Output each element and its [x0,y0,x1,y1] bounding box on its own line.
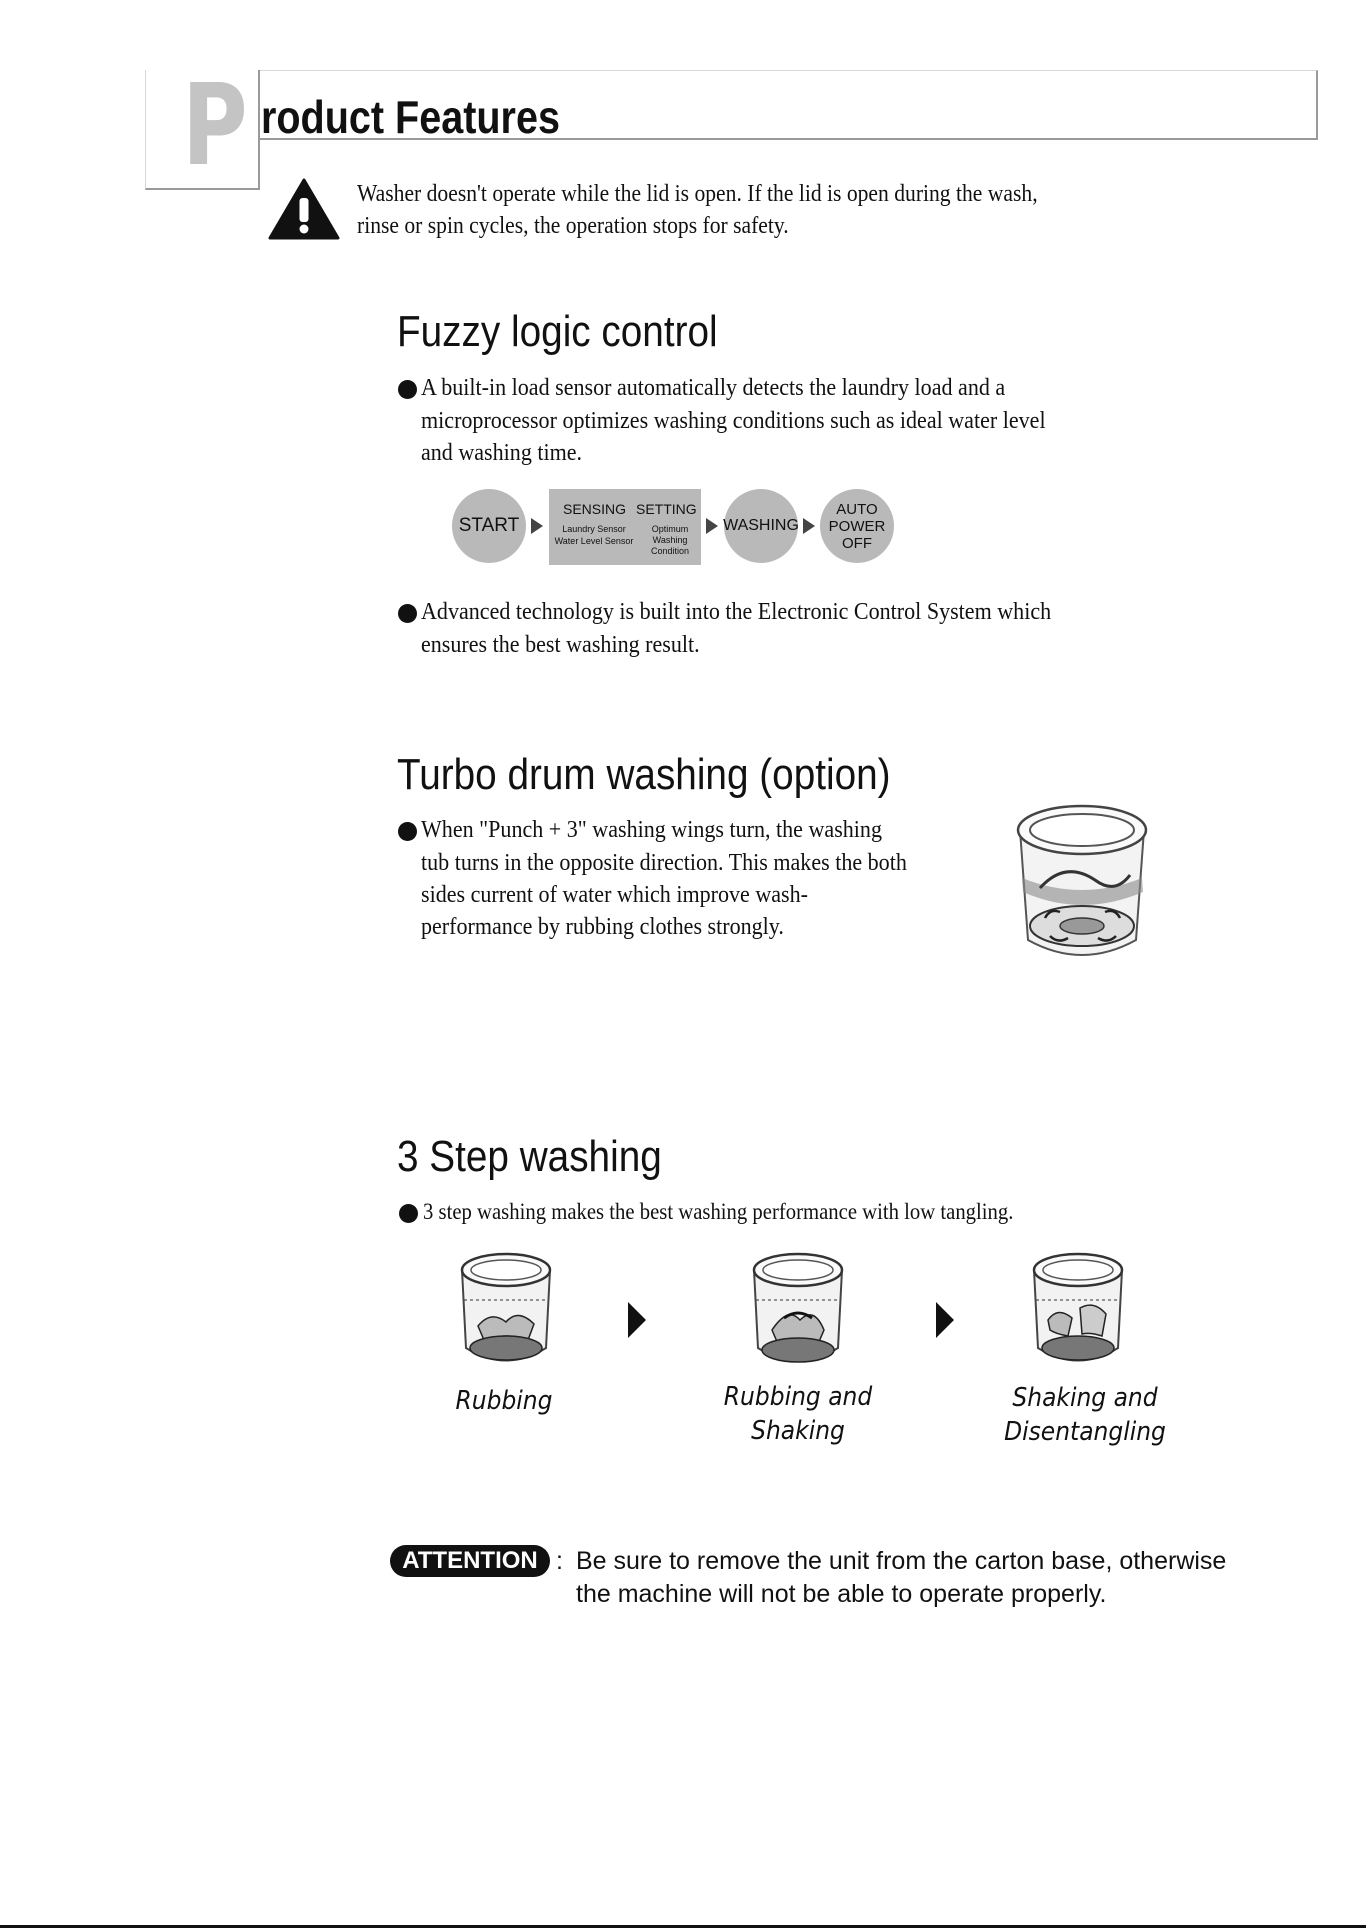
flow-sensing-label: SENSING [563,501,627,517]
flow-sensing-setting-box [549,489,701,565]
fuzzy-bullet1-line: A built-in load sensor automatically detects the laundry load and a [421,374,1006,401]
flow-arrow-icon [531,518,543,534]
flow-sensing-sub: Water Level Sensor [554,536,634,546]
three-step-bullet: 3 step washing makes the best washing performance with low tangling. [423,1199,1014,1224]
page-bottom-rule [0,1925,1366,1928]
bullet-dot [398,822,417,841]
attention-badge: ATTENTION [390,1545,550,1577]
warning-text-line: rinse or spin cycles, the operation stops for safety. [357,213,789,239]
flow-start-circle [452,489,526,563]
flow-auto-power-off-circle [820,489,894,563]
header-big-letter: P [182,61,248,191]
flow-setting-sub: Optimum [651,524,689,534]
turbo-bullet-line: tub turns in the opposite direction. This makes the both [421,849,907,876]
step3-label-line: Shaking and [1012,1383,1158,1413]
flow-washing-label: WASHING [723,517,799,534]
bullet-dot [398,604,417,623]
step2-label-line: Shaking [751,1416,845,1446]
bullet-dot [398,380,417,399]
step-arrow-icon [936,1302,954,1338]
flow-setting-sub: Washing [652,535,688,545]
warning-triangle-icon [268,178,340,240]
flow-washing-circle [724,489,798,563]
page-title: roduct Features [261,91,560,143]
step1-drum-illustration [456,1248,556,1373]
attention-colon: : [556,1547,563,1575]
flow-sensing-sub: Laundry Sensor [562,524,626,534]
fuzzy-bullet2-line: Advanced technology is built into the Electronic Control System which [421,598,1052,625]
flow-setting-label: SETTING [636,501,697,517]
flow-setting-sub: Condition [650,546,690,556]
step3-label-line: Disentangling [1004,1417,1166,1447]
flow-start-label: START [458,515,520,536]
step-arrow-icon [628,1302,646,1338]
attention-text-line: Be sure to remove the unit from the carton base, otherwise [576,1547,1227,1575]
step2-label-line: Rubbing and [723,1382,873,1412]
fuzzy-bullet1-line: microprocessor optimizes washing conditions such as ideal water level [421,407,1046,434]
fuzzy-bullet1-line: and washing time. [421,439,583,466]
flow-auto-label: AUTO [836,500,878,518]
turbo-drum-illustration [1010,800,1155,966]
turbo-bullet-line: sides current of water which improve wash- [421,881,808,908]
step2-drum-illustration [748,1248,848,1373]
flow-arrow-icon [803,518,815,534]
step3-drum-illustration [1028,1248,1128,1373]
section-title-turbo: Turbo drum washing (option) [397,750,891,799]
warning-text-line: Washer doesn't operate while the lid is open. If the lid is open during the wash, [357,181,1038,207]
turbo-bullet-line: When "Punch + 3" washing wings turn, the washing [421,816,882,843]
turbo-bullet-line: performance by rubbing clothes strongly. [421,913,784,940]
flow-power-label: POWER [828,517,886,535]
section-title-fuzzy: Fuzzy logic control [397,307,718,356]
flow-off-label: OFF [842,534,872,552]
step1-label: Rubbing [455,1386,553,1416]
flow-arrow-icon [706,518,718,534]
bullet-dot [399,1204,418,1223]
attention-text-line: the machine will not be able to operate properly. [576,1580,1107,1608]
fuzzy-bullet2-line: ensures the best washing result. [421,631,700,658]
section-title-3-step: 3 Step washing [397,1132,662,1181]
